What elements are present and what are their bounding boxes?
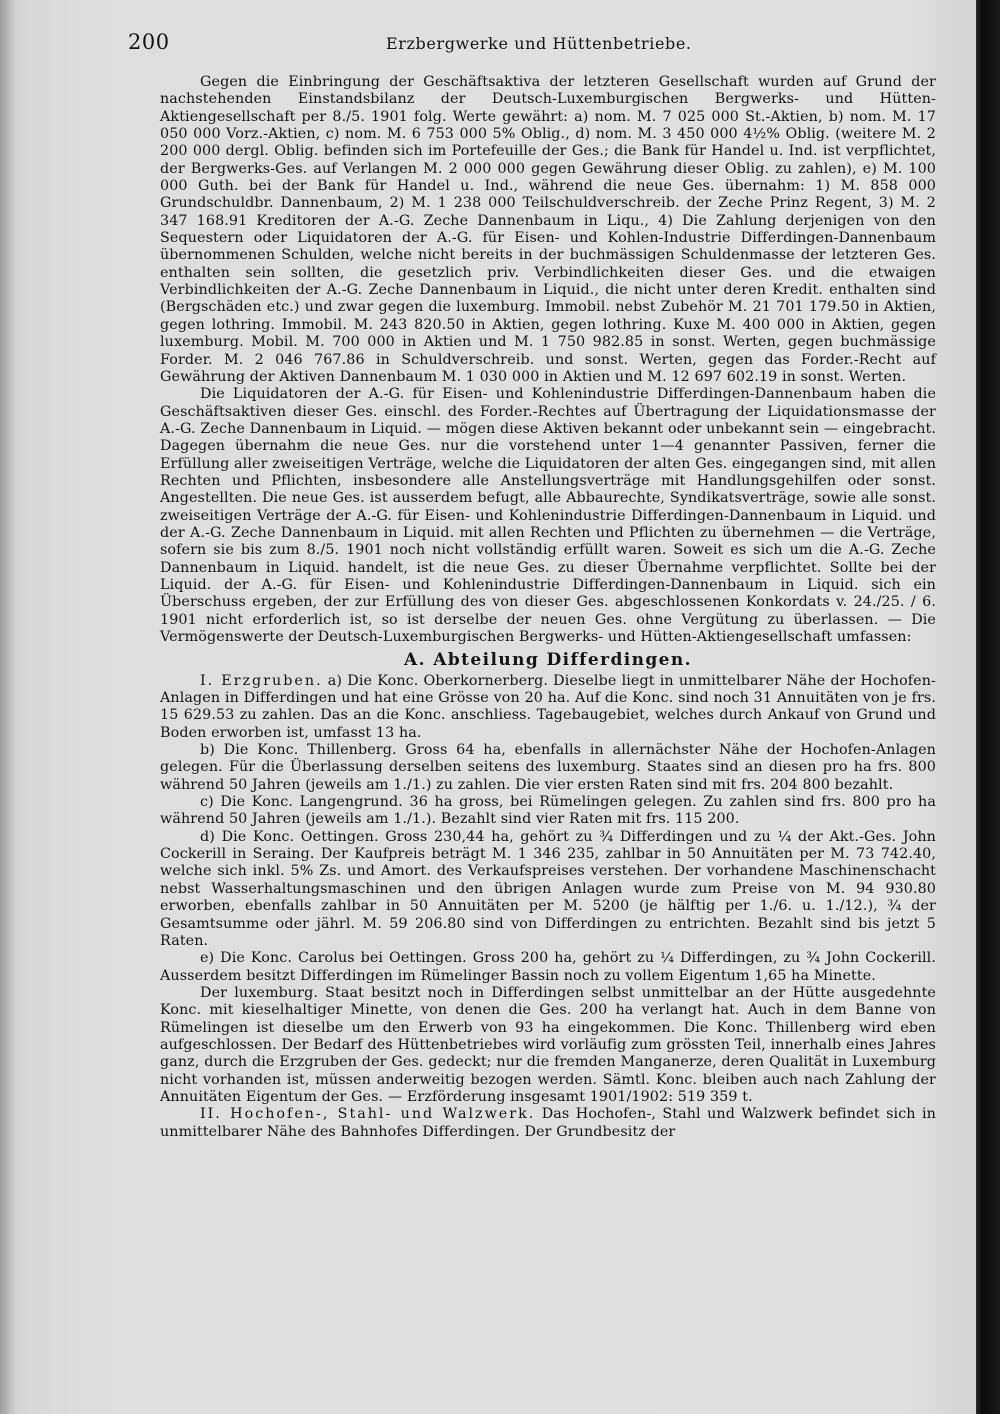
paragraph-erzgruben-d: d) Die Konc. Oettingen. Gross 230,44 ha, gehört zu ¾ Differdingen und zu ¼ der Akt.-Ges. John Cockerill in Seraing. Der Kaufpreis beträgt M. 1 346 235, zahlbar in 50 Annuitäten per M. 73 742.40, welche sich inkl. 5% Zs. und Amort. des Verkaufspreises verstehen. Der vorhandene Maschinenschacht nebst Wasserhaltungsmaschinen und den übrigen Anlagen wurde zum Preise von M. 94 930.80 erworben, ebenfalls zahlbar in 50 Annuitäten per M. 5200 (je hälftig per 1./6. u. 1./12.), ¾ der Gesamtsumme oder jährl. M. 59 206.80 sind von Differdingen zu entrichten. Bezahlt sind bis jetzt 5 Raten. [160,828,936,949]
paragraph-erzgruben-a [160,673,936,742]
paragraph-hochofen-text: Das Hochofen-, Stahl und Walzwerk befindet sich in unmittelbarer Nähe des Bahnhofes Differdingen. Der Grundbesitz der [160,1106,936,1140]
paragraph-erzgruben-b: b) Die Konc. Thillenberg. Gross 64 ha, ebenfalls in allernächster Nähe der Hochofen-Anlagen gelegen. Für die Überlassung derselben seitens des luxemburg. Staates sind an diesen pro ha frs. 800 während 50 Jahren (jeweils am 1./1.) zu zahlen. Die vier ersten Raten sind mit frs. 204 800 bezahlt. [160,742,936,793]
running-title: Erzbergwerke und Hüttenbetriebe. [386,34,692,53]
subsection-lead-hochofen: II. Hochofen-, Stahl- und Walzwerk. [200,1106,536,1123]
paragraph-erzgruben-a-text: a) Die Konc. Oberkornerberg. Dieselbe liegt in unmittelbarer Nähe der Hochofen-Anlagen in Differdingen und hat eine Grösse von 20 ha. Auf die Konc. sind noch 31 Annuitäten von je frs. 15 629.53 zu zahlen. Das an die Konc. anschliess. Tagebaugebiet, welches durch Ankauf von Grund und Boden erworben ist, umfasst 13 ha. [160,672,936,741]
page-number: 200 [128,30,170,54]
paragraph-contribution-terms: Gegen die Einbringung der Geschäftsaktiva der letzteren Gesellschaft wurden auf Grund der nachstehenden Einstandsbilanz der Deutsch-Luxemburgischen Bergwerks- und Hütten-Aktiengesellschaft per 8./5. 1901 folg. Werte gewährt: a) nom. M. 7 025 000 St.-Aktien, b) nom. M. 17 050 000 Vorz.-Aktien, c) nom. M. 6 753 000 5% Oblig., d) nom. M. 3 450 000 4½% Oblig. (weitere M. 2 200 000 dergl. Oblig. befinden sich im Portefeuille der Ges.; die Bank für Handel u. Ind. ist verpflichtet, der Bergwerks-Ges. auf Verlangen M. 2 000 000 gegen Gewährung dieser Oblig. zu zahlen), e) M. 100 000 Guth. bei der Bank für Handel u. Ind., während die neue Ges. übernahm: 1) M. 858 000 Grundschuldbr. Dannenbaum, 2) M. 1 238 000 Teilschuldverschreib. der Zeche Prinz Regent, 3) M. 2 347 168.91 Kreditoren der A.-G. Zeche Dannenbaum in Liqu., 4) Die Zahlung derjenigen von den Sequestern oder Liquidatoren der A.-G. für Eisen- und Kohlen-Industrie Differdingen-Dannenbaum übernommenen Schulden, welche nicht bereits in der buchmässigen Schuldenmasse der letzteren Ges. enthalten sein sollten, die gesetzlich priv. Verbindlichkeiten dieser Ges. und die etwaigen Verbindlichkeiten der A.-G. Zeche Dannenbaum in Liquid., die nicht unter deren Kredit. enthalten sind (Bergschäden etc.) und zwar gegen die luxemburg. Immobil. nebst Zubehör M. 21 701 179.50 in Aktien, gegen lothring. Immobil. M. 243 820.50 in Aktien, gegen lothring. Kuxe M. 400 000 in Aktien, gegen luxemburg. Mobil. M. 700 000 in Aktien und M. 1 750 982.85 in sonst. Werten, gegen buchmässige Forder. M. 2 046 767.86 in Schuldverschreib. und sonst. Werten, gegen das Forder.-Recht auf Gewährung der Aktiven Dannenbaum M. 1 030 000 in Aktien und M. 12 697 602.19 in sonst. Werten. [160,74,936,385]
paragraph-staat-konc: Der luxemburg. Staat besitzt noch in Differdingen selbst unmittelbar an der Hütte ausgedehnte Konc. mit kieselhaltiger Minette, von denen die Ges. 200 ha verlangt hat. Auch in dem Banne von Rümelingen ist dieselbe um den Erwerb von 93 ha eingekommen. Die Konc. Thillenberg wird eben aufgeschlossen. Der Bedarf des Hüttenbetriebes wird vorläufig zum grössten Teil, innerhalb eines Jahres ganz, durch die Erzgruben der Ges. gedeckt; nur die fremden Manganerze, deren Qualität in Luxemburg nicht vorhanden ist, müssen anderweitig bezogen werden. Sämtl. Konc. bleiben auch nach Zahlung der Annuitäten Eigentum der Ges. — Erzförderung insgesamt 1901/1902: 519 359 t. [160,984,936,1105]
paragraph-hochofen [160,1106,936,1141]
page-header [128,30,938,62]
paragraph-erzgruben-e: e) Die Konc. Carolus bei Oettingen. Gross 200 ha, gehört zu ¼ Differdingen, zu ¾ John Cockerill. Ausserdem besitzt Differdingen im Rümelinger Bassin noch zu vollem Eigentum 1,65 ha Minette. [160,950,936,984]
body-text [160,74,936,1141]
page-edge-shadow [976,0,1000,1414]
paragraph-erzgruben-c: c) Die Konc. Langengrund. 36 ha gross, bei Rümelingen gelegen. Zu zahlen sind frs. 800 pro ha während 50 Jahren (jeweils am 1./1.). Bezahlt sind vier Raten mit frs. 115 200. [160,794,936,828]
section-heading: A. Abteilung Differdingen. [404,650,692,671]
book-spine-shadow [0,0,14,1414]
paragraph-liquidators: Die Liquidatoren der A.-G. für Eisen- und Kohlenindustrie Differdingen-Dannenbaum haben die Geschäftsaktiven dieser Ges. einschl. des Forder.-Rechtes auf Übertragung der Liquidationsmasse der A.-G. Zeche Dannenbaum in Liquid. — mögen diese Aktiven bekannt oder unbekannt sein — eingebracht. Dagegen übernahm die neue Ges. nur die vorstehend unter 1—4 genannter Passiven, ferner die Erfüllung aller zweiseitigen Verträge, welche die Liquidatoren der alten Ges. eingegangen sind, mit allen Rechten und Pflichten, insbesondere alle Anstellungsverträge mit Handlungsgehilfen oder sonst. Angestellten. Die neue Ges. ist ausserdem befugt, alle Abbaurechte, Syndikatsverträge, sowie alle sonst. zweiseitigen Verträge der A.-G. für Eisen- und Kohlenindustrie Differdingen-Dannenbaum in Liquid. und der A.-G. Zeche Dannenbaum in Liquid. mit allen Rechten und Pflichten zu übernehmen — die Verträge, sofern sie bis zum 8./5. 1901 noch nicht vollständig erfüllt waren. Soweit es sich um die A.-G. Zeche Dannenbaum in Liquid. handelt, ist die neue Ges. zu dieser Übernahme verpflichtet. Sollte bei der Liquid. der A.-G. für Eisen- und Kohlenindustrie Differdingen-Dannenbaum in Liquid. sich ein Überschuss ergeben, der zur Erfüllung des von dieser Ges. abgeschlossenen Konkordats v. 24./25. / 6. 1901 nicht erforderlich ist, so ist derselbe der neuen Ges. ohne Vergütung zu überlassen. — Die Vermögenswerte der Deutsch-Luxemburgischen Bergwerks- und Hütten-Aktiengesellschaft umfassen: [160,386,936,645]
subsection-lead-erzgruben: I. Erzgruben. [200,672,323,689]
